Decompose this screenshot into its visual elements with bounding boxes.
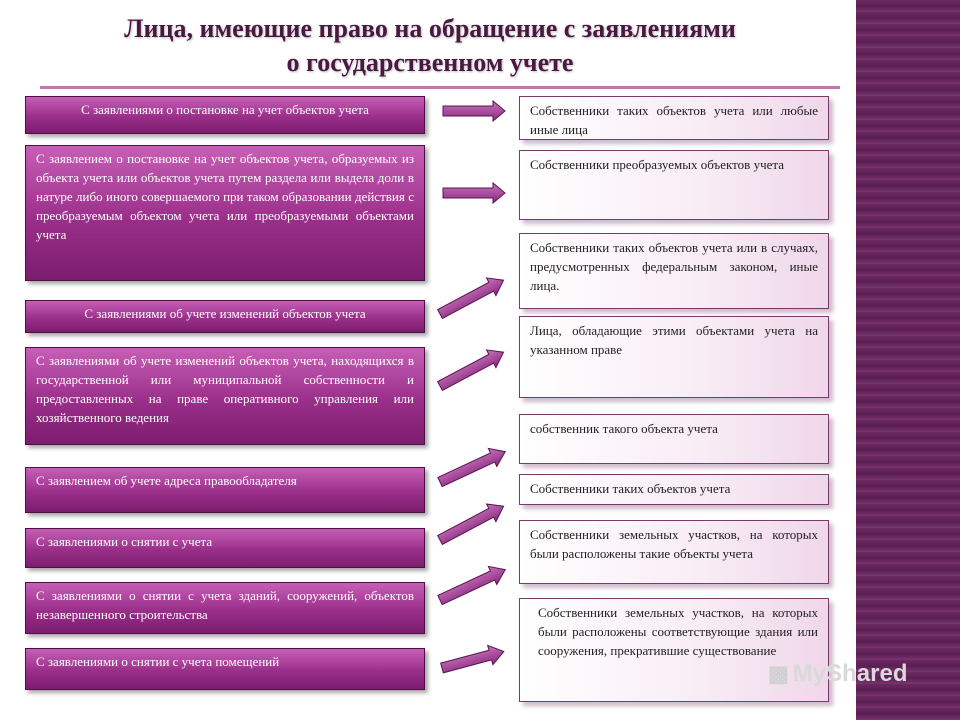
right-box-7-text: Собственники земельных участков, на которых были расположены такие объекты учета: [530, 527, 818, 561]
arrow-8: [439, 642, 506, 678]
left-box-3-text: С заявлениями об учете изменений объектов учета: [84, 306, 366, 321]
left-box-4-text: С заявлениями об учете изменений объектов учета, находящихся в государственной или муниципальной собственности и предоставленных на праве оперативного управления или хозяйственного ведения: [36, 353, 414, 425]
left-box-8-text: С заявлениями о снятии с учета помещений: [36, 654, 280, 669]
left-box-2-text: С заявлением о постановке на учет объектов учета, образуемых из объекта учета или объектов учета путем раздела или выдела доли в натуре либо иного совершаемого при таком образовании действия с преобразуемым объектом учета или преобразуемыми объектами учета: [36, 151, 414, 242]
arrow-3: [435, 271, 508, 322]
title-line-2: о государственном учете: [286, 48, 574, 77]
arrow-6: [435, 497, 508, 548]
right-box-6-text: Собственники таких объектов учета: [530, 481, 731, 496]
right-box-8-text: Собственники земельных участков, на которых были расположены соответствующие здания или сооружения, прекратившие существование: [538, 605, 818, 658]
right-box-1-text: Собственники таких объектов учета или любые иные лица: [530, 103, 818, 137]
arrow-5: [436, 443, 510, 492]
arrow-7: [436, 561, 510, 610]
left-box-7-text: С заявлениями о снятии с учета зданий, сооружений, объектов незавершенного строительства: [36, 588, 414, 622]
title-line-1: Лица, имеющие право на обращение с заявлениями: [124, 14, 736, 43]
right-box-5-text: собственник такого объекта учета: [530, 421, 718, 436]
right-box-2-text: Собственники преобразуемых объектов учета: [530, 157, 784, 172]
left-box-6-text: С заявлениями о снятии с учета: [36, 534, 213, 549]
watermark-text: MyShared: [792, 660, 908, 687]
arrow-2: [443, 183, 505, 203]
presentation-icon: ▩: [768, 661, 789, 686]
right-box-4-text: Лица, обладающие этими объектами учета на указанном праве: [530, 323, 818, 357]
right-box-3-text: Собственники таких объектов учета или в случаях, предусмотренных федеральным законом, иные лица.: [530, 240, 818, 293]
watermark: [768, 656, 928, 692]
left-box-5-text: С заявлением об учете адреса правообладателя: [36, 473, 297, 488]
left-box-1-text: С заявлениями о постановке на учет объектов учета: [81, 102, 369, 117]
arrow-4: [435, 343, 508, 394]
arrow-1: [443, 101, 505, 121]
